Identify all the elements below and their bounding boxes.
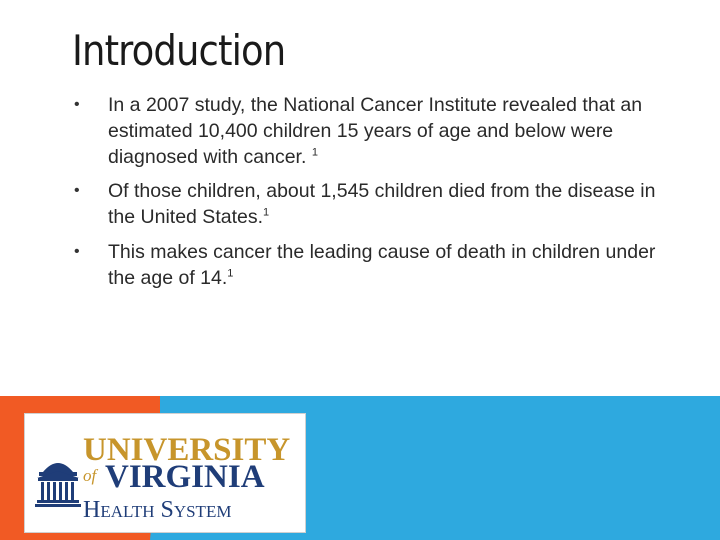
- bullet-text: [108, 239, 668, 291]
- logo-of-text: of: [83, 466, 97, 485]
- bullet-text-body: This makes cancer the leading cause of death in children under the age of 14.: [108, 241, 656, 289]
- footnote-ref: 1: [227, 267, 234, 280]
- uva-health-logo: [24, 413, 306, 533]
- footnote-ref: 1: [311, 146, 318, 159]
- logo-health-system-text: Health System: [83, 497, 232, 523]
- logo-virginia-text: VIRGINIA: [105, 459, 265, 495]
- slide-title: Introduction: [72, 26, 286, 75]
- bullet-text-body: Of those children, about 1,545 children died from the disease in the United States.: [108, 180, 656, 228]
- bullet-text: [108, 178, 668, 230]
- bullet-marker: •: [74, 182, 80, 199]
- bullet-marker: •: [74, 96, 80, 113]
- bullet-text-body: In a 2007 study, the National Cancer Institute revealed that an estimated 10,400 children 15 years of age and below were diagnosed with cancer.: [108, 94, 643, 168]
- bullet-text: [108, 92, 668, 170]
- bullet-marker: •: [74, 243, 80, 260]
- logo-university-text: UNIVERSITY: [83, 432, 291, 468]
- rotunda-icon: [35, 450, 81, 510]
- footnote-ref: 1: [263, 206, 270, 219]
